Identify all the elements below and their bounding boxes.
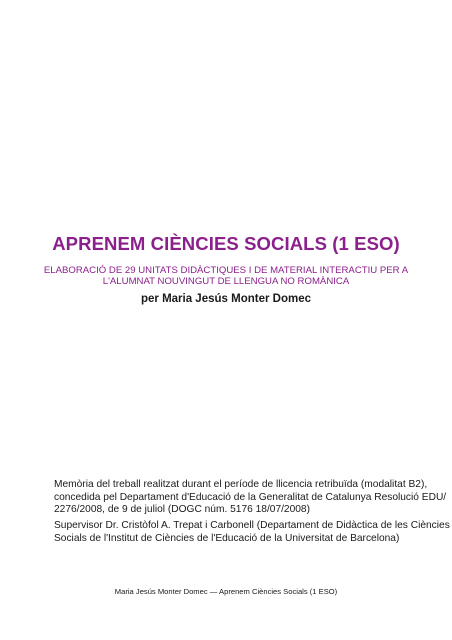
memoria-line: 2276/2008, de 9 de juliol (DOGC núm. 5176 18/07/2008) [54, 504, 310, 516]
supervisor-line: Socials de l'Institut de Ciències de l'Educació de la Universitat de Barcelona) [54, 532, 400, 544]
document-subtitle [40, 265, 412, 287]
subtitle-line: L'ALUMNAT NOUVINGUT DE LLENGUA NO ROMÀNICA [102, 276, 350, 287]
subtitle-line: ELABORACIÓ DE 29 UNITATS DIDÀCTIQUES I DE MATERIAL INTERACTIU PER A [43, 265, 409, 276]
supervisor-line: Supervisor Dr. Cristòfol A. Trepat i Carbonell (Departament de Didàctica de les Ciències [54, 520, 450, 531]
memoria-paragraph [54, 479, 447, 517]
document-author: per Maria Jesús Monter Domec [140, 293, 311, 305]
memoria-line: Memòria del treball realitzat durant el període de llicencia retribuïda (modalitat B2), [54, 479, 428, 490]
page-footer: Maria Jesús Monter Domec — Aprenem Ciències Socials (1 ESO) [114, 587, 338, 596]
supervisor-paragraph [54, 520, 450, 545]
memoria-line: concedida pel Departament d'Educació de la Generalitat de Catalunya Resolució EDU/ [54, 491, 447, 503]
document-title: APRENEM CIÈNCIES SOCIALS (1 ESO) [52, 233, 400, 254]
